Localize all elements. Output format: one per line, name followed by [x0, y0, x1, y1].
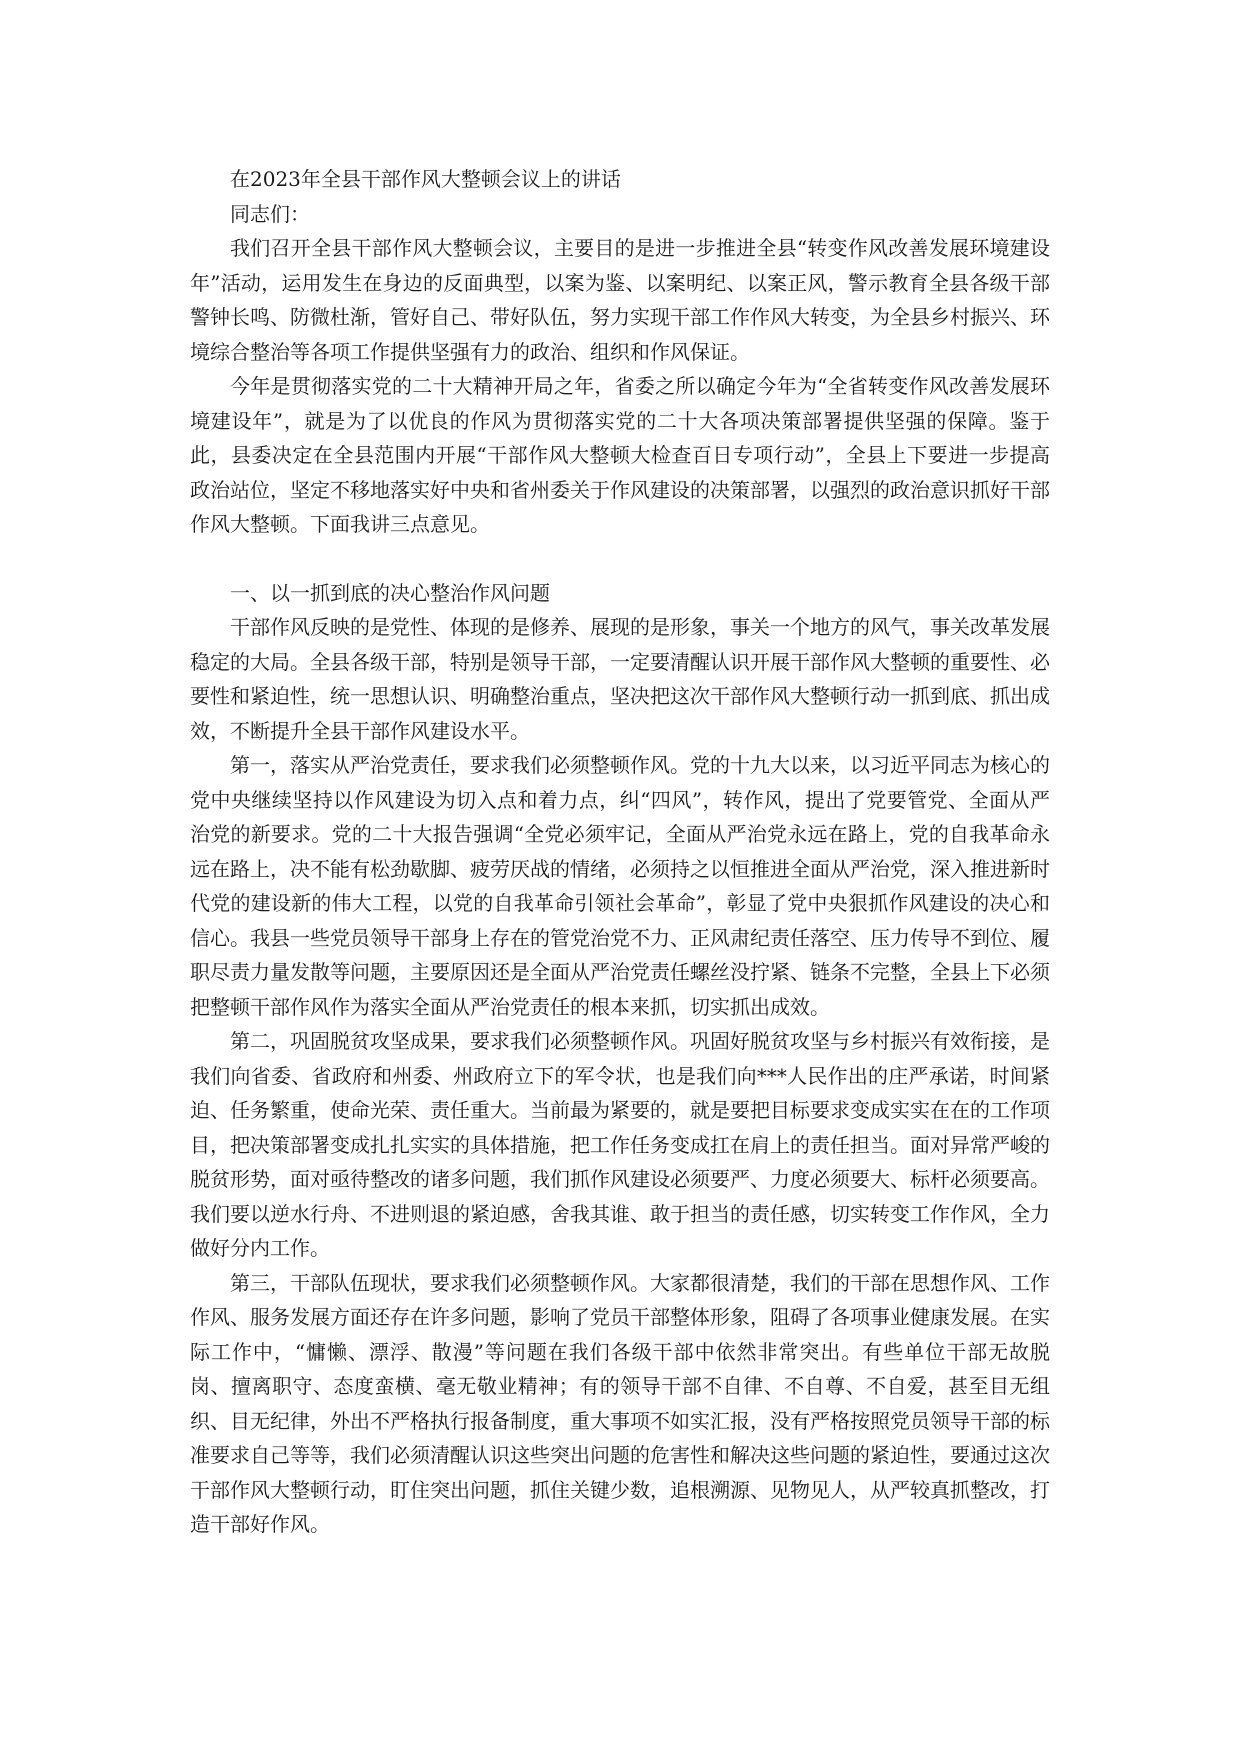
body-paragraph: 第二，巩固脱贫攻坚成果，要求我们必须整顿作风。巩固好脱贫攻坚与乡村振兴有效衔接，是我们向省委、省政府和州委、州政府立下的军令状，也是我们向***人民作出的庄严承诺，时间紧迫、任务繁重，使命光荣、责任重大。当前最为紧要的，就是要把目标要求变成实实在在的工作项目，把决策部署变成扎扎实实的具体措施，把工作任务变成扛在肩上的责任担当。面对异常严峻的脱贫形势，面对亟待整改的诸多问题，我们抓作风建设必须要严、力度必须要大、标杆必须要高。我们要以逆水行舟、不进则退的紧迫感，舍我其谁、敢于担当的责任感，切实转变工作作风，全力做好分内工作。: [190, 1029, 1050, 1260]
intro-paragraph: 我们召开全县干部作风大整顿会议，主要目的是进一步推进全县“转变作风改善发展环境建设年”活动，运用发生在身边的反面典型，以案为鉴、以案明纪、以案正风，警示教育全县各级干部警钟长鸣、防微杜渐，管好自己、带好队伍，努力实现干部工作作风大转变，为全县乡村振兴、环境综合整治等各项工作提供坚强有力的政治、组织和作风保证。: [190, 236, 1050, 364]
paragraph-spacer: [190, 542, 1050, 576]
document-page: [190, 162, 1050, 1542]
body-paragraph: 第三，干部队伍现状，要求我们必须整顿作风。大家都很清楚，我们的干部在思想作风、工作作风、服务发展方面还存在许多问题，影响了党员干部整体形象，阻碍了各项事业健康发展。在实际工作中，“慵懒、漂浮、散漫”等问题在我们各级干部中依然非常突出。有些单位干部无故脱岗、擅离职守、态度蛮横、毫无敬业精神；有的领导干部不自律、不自尊、不自爱，甚至目无组织、目无纪律，外出不严格执行报备制度，重大事项不如实汇报，没有严格按照党员领导干部的标准要求自己等等，我们必须清醒认识这些突出问题的危害性和解决这些问题的紧迫性，要通过这次干部作风大整顿行动，盯住突出问题，抓住关键少数，追根溯源、见物见人，从严较真抓整改，打造干部好作风。: [190, 1270, 1050, 1536]
body-paragraph: 干部作风反映的是党性、体现的是修养、展现的是形象，事关一个地方的风气，事关改革发展稳定的大局。全县各级干部，特别是领导干部，一定要清醒认识开展干部作风大整顿的重要性、必要性和紧迫性，统一思想认识、明确整治重点，坚决把这次干部作风大整顿行动一抓到底、抓出成效，不断提升全县干部作风建设水平。: [190, 615, 1050, 743]
body-paragraph: 第一，落实从严治党责任，要求我们必须整顿作风。党的十九大以来，以习近平同志为核心的党中央继续坚持以作风建设为切入点和着力点，纠“四风”，转作风，提出了党要管党、全面从严治党的新要求。党的二十大报告强调“全党必须牢记，全面从严治党永远在路上，党的自我革命永远在路上，决不能有松劲歇脚、疲劳厌战的情绪，必须持之以恒推进全面从严治党，深入推进新时代党的建设新的伟大工程，以党的自我革命引领社会革命”，彰显了党中央狠抓作风建设的决心和信心。我县一些党员领导干部身上存在的管党治党不力、正风肃纪责任落空、压力传导不到位、履职尽责力量发散等问题，主要原因还是全面从严治党责任螺丝没拧紧、链条不完整，全县上下必须把整顿干部作风作为落实全面从严治党责任的根本来抓，切实抓出成效。: [190, 753, 1050, 1019]
section-heading: 一、以一抓到底的决心整治作风问题: [230, 580, 550, 605]
intro-paragraph: 今年是贯彻落实党的二十大精神开局之年，省委之所以确定今年为“全省转变作风改善发展环境建设年”，就是为了以优良的作风为贯彻落实党的二十大各项决策部署提供坚强的保障。鉴于此，县委决定在全县范围内开展“干部作风大整顿大检查百日专项行动”，全县上下要进一步提高政治站位，坚定不移地落实好中央和省州委关于作风建设的决策部署，以强烈的政治意识抓好干部作风大整顿。下面我讲三点意见。: [190, 374, 1050, 536]
salutation: 同志们：: [230, 201, 310, 226]
document-title: 在2023年全县干部作风大整顿会议上的讲话: [230, 167, 621, 191]
